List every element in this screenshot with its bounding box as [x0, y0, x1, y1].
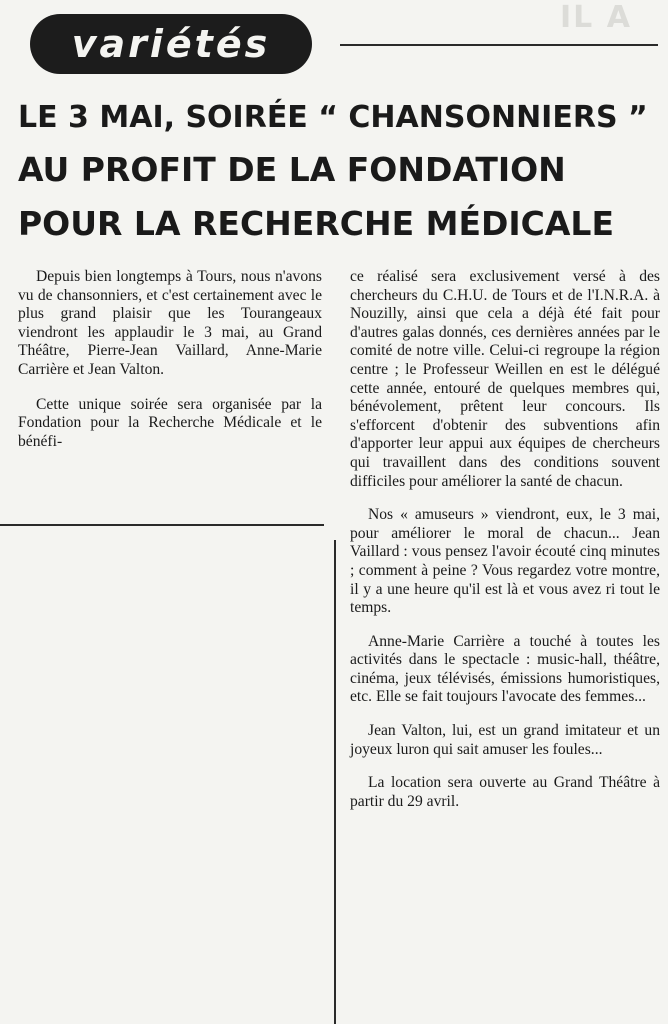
paragraph: Anne-Marie Carrière a touché à toutes les activités dans le spectacle : music-hall, théâtre, cinéma, jeux télévisés, émissions humoristiques, etc. Elle se fait toujours l'avocate des femmes... — [350, 632, 660, 706]
article-column-left — [18, 268, 322, 451]
bleed-through-heading: IL A — [560, 0, 632, 35]
paragraph: Cette unique soirée sera organisée par la Fondation pour la Recherche Médicale et le bénéfi- — [18, 395, 322, 450]
headline-line-3: POUR LA RECHERCHE MÉDICALE — [18, 204, 614, 243]
column-end-rule — [0, 524, 324, 526]
article-column-right — [350, 268, 660, 811]
paragraph: Jean Valton, lui, est un grand imitateur et un joyeux luron qui sait amuser les foules... — [350, 722, 660, 758]
section-rubric-label: variétés — [71, 22, 271, 66]
paragraph: Depuis bien longtemps à Tours, nous n'avons vu de chansonniers, et c'est certainement avec le plus grand plaisir que les Tourangeaux viendront les applaudir le 3 mai, au Grand Théâtre, Pierre-Jean Vaillard, Anne-Marie Carrière et Jean Valton. — [18, 268, 322, 378]
paragraph: La location sera ouverte au Grand Théâtre à partir du 29 avril. — [350, 774, 660, 810]
headline-line-2: AU PROFIT DE LA FONDATION — [18, 150, 566, 189]
section-rubric-badge — [30, 14, 312, 74]
header-rule — [340, 44, 658, 46]
paragraph: ce réalisé sera exclusivement versé à des chercheurs du C.H.U. de Tours et de l'I.N.R.A. à Nouzilly, ainsi que cela a déjà été fait pour d'autres galas donnés, ces dernières années par le comité de notre ville. Celui-ci regroupe la région centre ; le Professeur Weillen en est le délégué cette année, entouré de quelques membres qui, bénévolement, prêtent leur concours. Ils s'efforcent d'obtenir des subventions afin d'apporter leur appui aux équipes de chercheurs qui travaillent dans des conditions souvent difficiles pour améliorer la santé de chacun. — [350, 268, 660, 490]
paragraph: Nos « amuseurs » viendront, eux, le 3 mai, pour améliorer le moral de chacun... Jean Vaillard : vous pensez l'avoir écouté cinq minutes ; comment à peine ? Vous regardez votre montre, il y a une heure qu'il est là et vous avez ri tout le temps. — [350, 506, 660, 617]
headline-line-1: LE 3 MAI, SOIRÉE “ CHANSONNIERS ” — [18, 100, 648, 135]
column-divider-rule — [334, 540, 336, 1024]
